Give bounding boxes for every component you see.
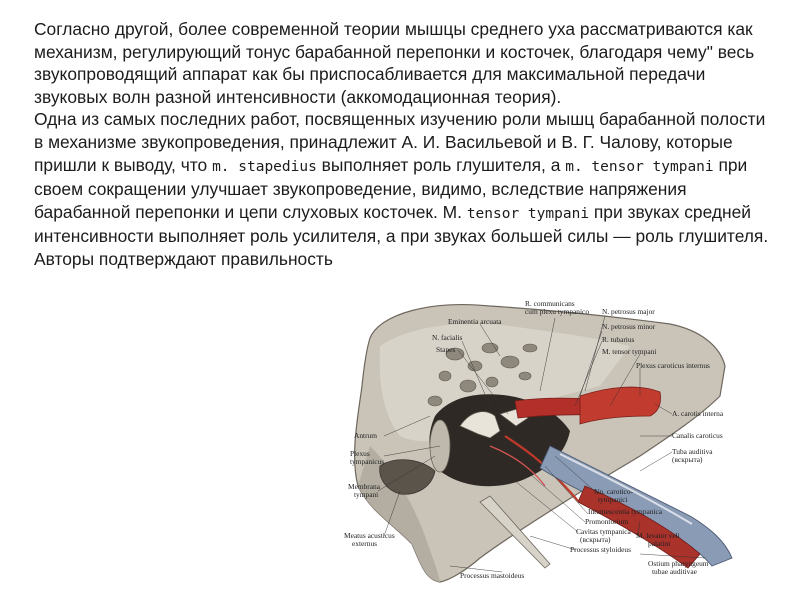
figure-label: tympanicus: [350, 457, 385, 466]
figure-label: (вскрыта): [580, 535, 611, 544]
middle-ear-anatomy-figure: [340, 296, 760, 586]
figure-label: Nn. carotico-: [594, 487, 633, 496]
figure-label: tubae auditivae: [652, 567, 697, 576]
latin-term: tensor tympani: [466, 205, 590, 222]
figure-label: Meatus acusticus: [344, 531, 395, 540]
figure-label: tympani: [354, 490, 379, 499]
figure-label: Plexus: [350, 449, 370, 458]
figure-label: Ostium pharyngeum: [648, 559, 709, 568]
slide-body: [34, 18, 774, 271]
figure-label: Intumescentia tympanica: [588, 507, 663, 516]
figure-label: A. carotis interna: [672, 409, 724, 418]
figure-label: N. petrosus major: [602, 307, 655, 316]
figure-label: Tuba auditiva: [672, 447, 713, 456]
figure-label: N. facialis: [432, 333, 463, 342]
figure-label: R. tubarius: [602, 335, 635, 344]
figure-label: Membrana: [348, 482, 381, 491]
paragraph-text: выполняет роль глушителя, а: [316, 154, 566, 175]
figure-label: palatini: [648, 539, 671, 548]
figure-label: M. levator veli: [636, 531, 680, 540]
figure-label: Stapes: [436, 345, 456, 354]
figure-label: Promontorium: [585, 517, 629, 526]
paragraph-text: Одна из самых последних работ, посвященных изучению роли мышц барабанной полости в механизме звукопроведения, принадлежит А. И. Васильевой и В. Г. Чалову, которые пришли к выводу, что: [34, 109, 766, 175]
figure-label: Processus mastoideus: [460, 571, 525, 580]
figure-label: Antrum: [354, 431, 377, 440]
figure-label: M. tensor tympani: [602, 347, 657, 356]
paragraph-accommodation-theory: Согласно другой, более современной теории мышцы среднего уха рассматриваются как механизм, регулирующий тонус барабанной перепонки и косточек, благодаря чему" весь звукопроводящий аппарат как бы приспосабливается для максимальной передачи звуковых волн разной интенсивности (аккомодационная теория).: [34, 19, 755, 107]
latin-term: m. tensor tympani: [565, 158, 714, 175]
figure-label: tympanici: [598, 495, 628, 504]
paragraph-muscle-study: [34, 108, 774, 270]
figure-label: (вскрыта): [672, 455, 703, 464]
figure-label: Processus styloideus: [570, 545, 631, 554]
figure-label: R. communicans: [525, 299, 575, 308]
figure-label: Eminentia arcuata: [448, 317, 502, 326]
paragraph-text: при звуках средней интенсивности выполняет роль усилителя, а при звуках большей силы — роль глушителя. Авторы подтверждают правильность: [34, 201, 769, 269]
figure-label: Cavitas tympanica: [576, 527, 631, 536]
paragraph-text: при своем сокращении улучшает звукопроведение, видимо, вследствие напряжения барабанной перепонки и цепи слуховых косточек. М.: [34, 154, 748, 222]
figure-label: N. petrosus minor: [602, 322, 656, 331]
figure-label: cum plexu tympanico: [525, 307, 590, 316]
figure-label: Plexus caroticus internus: [636, 361, 710, 370]
latin-term: m. stapedius: [212, 158, 317, 175]
figure-label: externus: [352, 539, 378, 548]
figure-label: Canalis caroticus: [672, 431, 723, 440]
